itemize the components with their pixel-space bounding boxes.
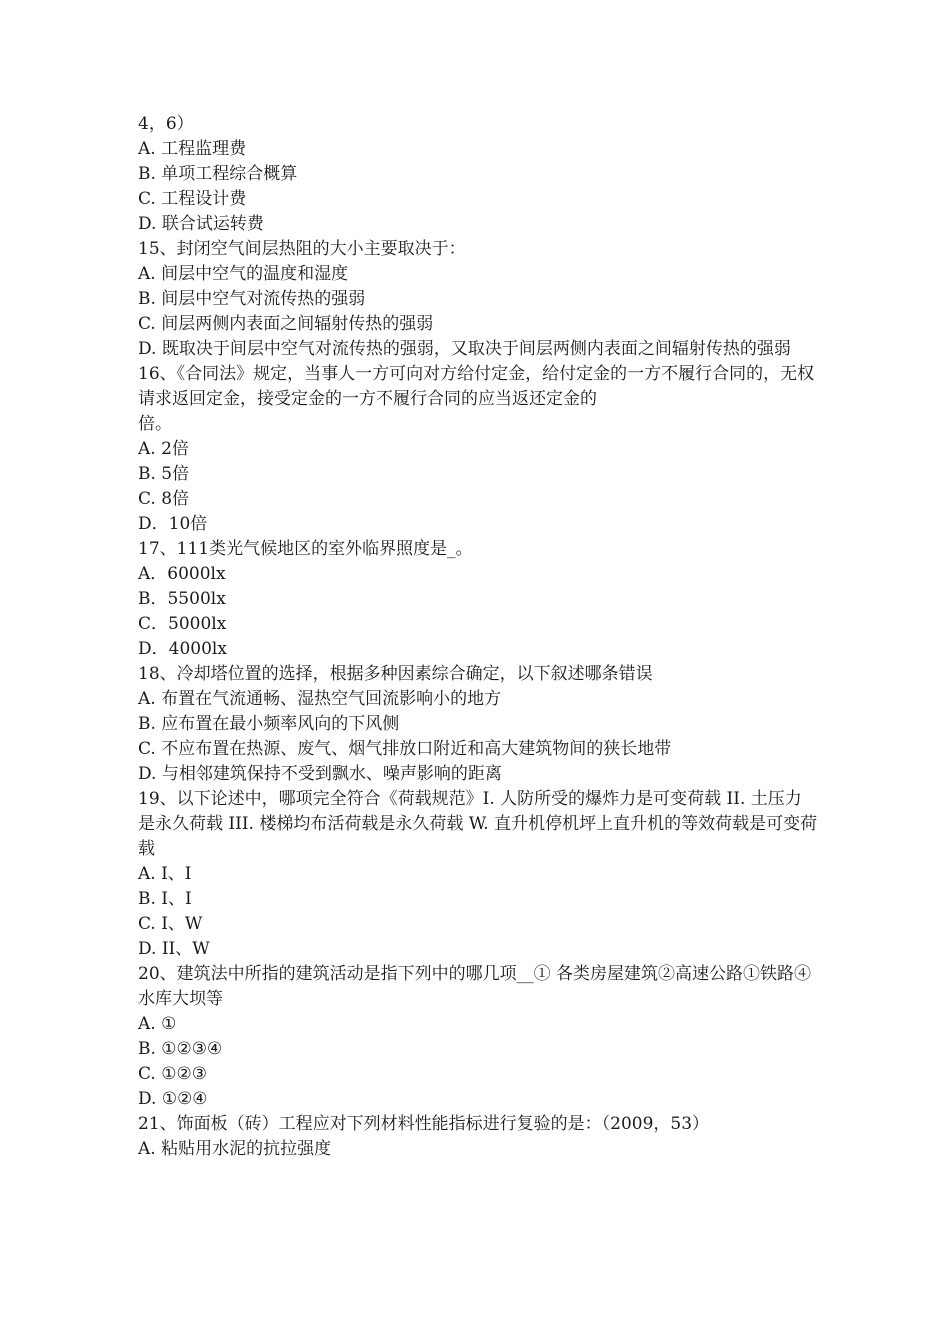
option-a: A．6000lx <box>138 564 226 584</box>
option-d: D. 既取决于间层中空气对流传热的强弱，又取决于间层两侧内表面之间辐射传热的强弱 <box>138 339 791 359</box>
question-21: 21、饰面板（砖）工程应对下列材料性能指标进行复验的是：（2009，53） <box>138 1114 710 1134</box>
option-b: B. 5倍 <box>138 464 190 484</box>
option-a: A. 布置在气流通畅、湿热空气回流影响小的地方 <box>138 689 502 709</box>
option-a: A. 粘贴用水泥的抗拉强度 <box>138 1139 332 1159</box>
option-b: B. ①②③④ <box>138 1039 223 1059</box>
question-20: 20、建筑法中所指的建筑活动是指下列中的哪几项__① 各类房屋建筑②高速公路①铁路④水库大坝等 <box>138 964 812 1009</box>
option-d: D. II、W <box>138 939 210 959</box>
question-17: 17、111类光气候地区的室外临界照度是_。 <box>138 539 473 559</box>
option-c: C. 间层两侧内表面之间辐射传热的强弱 <box>138 314 434 334</box>
option-d: D. 联合试运转费 <box>138 214 264 234</box>
text-line: 4，6） <box>138 114 194 134</box>
option-a: A. 间层中空气的温度和湿度 <box>138 264 349 284</box>
option-a: A. I、I <box>138 864 192 884</box>
option-c: C. 工程设计费 <box>138 189 247 209</box>
option-c: C. I、W <box>138 914 203 934</box>
exam-text-body <box>138 112 818 1162</box>
option-c: C. 不应布置在热源、废气、烟气排放口附近和高大建筑物间的狭长地带 <box>138 739 672 759</box>
option-b: B. 应布置在最小频率风向的下风侧 <box>138 714 400 734</box>
option-c: C. ①②③ <box>138 1064 207 1084</box>
question-16: 16、《合同法》规定，当事人一方可向对方给付定金，给付定金的一方不履行合同的，无权请求返回定金，接受定金的一方不履行合同的应当返还定金的 <box>138 364 815 409</box>
option-d: D. 与相邻建筑保持不受到飘水、噪声影响的距离 <box>138 764 502 784</box>
option-b: B．5500lx <box>138 589 226 609</box>
option-b: B. 间层中空气对流传热的强弱 <box>138 289 366 309</box>
option-a: A. 2倍 <box>138 439 189 459</box>
question-18: 18、冷却塔位置的选择，根据多种因素综合确定，以下叙述哪条错误 <box>138 664 653 684</box>
option-d: D．10倍 <box>138 514 208 534</box>
option-c: C. 8倍 <box>138 489 190 509</box>
option-d: D. ①②④ <box>138 1089 208 1109</box>
option-d: D．4000lx <box>138 639 227 659</box>
option-a: A. 工程监理费 <box>138 139 247 159</box>
option-b: B. 单项工程综合概算 <box>138 164 298 184</box>
option-c: C．5000lx <box>138 614 227 634</box>
question-16-tail: 倍。 <box>138 414 172 434</box>
option-a: A. ① <box>138 1014 177 1034</box>
option-b: B. I、I <box>138 889 192 909</box>
question-15: 15、封闭空气间层热阻的大小主要取决于： <box>138 239 466 259</box>
question-19: 19、以下论述中，哪项完全符合《荷载规范》I. 人防所受的爆炸力是可变荷载 II. 土压力是永久荷载 III. 楼梯均布活荷载是永久荷载 W. 直升机停机坪上直升机的等效荷载是可变荷载 <box>138 789 818 859</box>
